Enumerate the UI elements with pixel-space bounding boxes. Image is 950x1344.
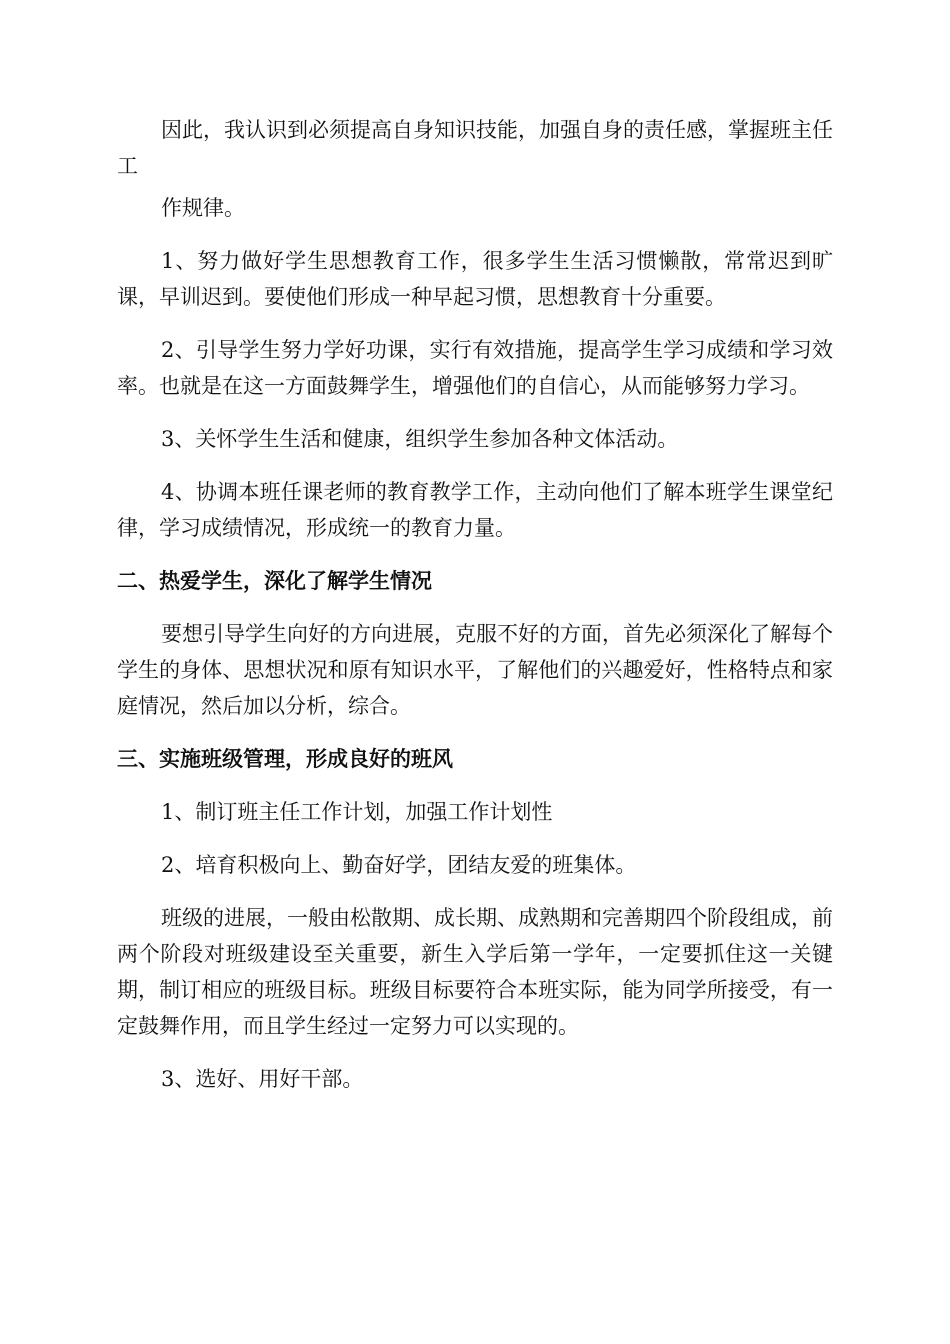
paragraph-intro: 因此，我认识到必须提高自身知识技能，加强自身的责任感，掌握班主任工 [117,118,833,178]
paragraph-section-3-body: 班级的进展，一般由松散期、成长期、成熟期和完善期四个阶段组成，前两个阶段对班级建设至关重要，新生入学后第一学年，一定要抓住这一关键期，制订相应的班级目标。班级目标要符合本班实际，能为同学所接受，有一定鼓舞作用，而且学生经过一定努力可以实现的。 [117,906,833,1038]
document-page [117,112,833,1114]
paragraph-intro-continued: 作规律。 [161,196,245,220]
paragraph-item-3: 3、关怀学生生活和健康，组织学生参加各种文体活动。 [161,427,679,451]
paragraph-item-4: 4、协调本班任课老师的教育教学工作，主动向他们了解本班学生课堂纪律，学习成绩情况，形成统一的教育力量。 [117,480,833,540]
section-heading-3: 三、实施班级管理，形成良好的班风 [117,746,453,771]
paragraph-section-3-item-2: 2、培育积极向上、勤奋好学，团结友爱的班集体。 [161,853,637,877]
paragraph-section-3-item-3: 3、选好、用好干部。 [161,1067,364,1091]
section-heading-2: 二、热爱学生，深化了解学生情况 [117,568,432,593]
paragraph-item-1: 1、努力做好学生思想教育工作，很多学生生活习惯懒散，常常迟到旷课，早训迟到。要使他们形成一种早起习惯，思想教育十分重要。 [117,249,833,309]
paragraph-item-2: 2、引导学生努力学好功课，实行有效措施，提高学生学习成绩和学习效率。也就是在这一方面鼓舞学生，增强他们的自信心，从而能够努力学习。 [117,338,833,398]
paragraph-section-3-item-1: 1、制订班主任工作计划，加强工作计划性 [161,800,553,824]
paragraph-section-2-body: 要想引导学生向好的方向进展，克服不好的方面，首先必须深化了解每个学生的身体、思想状况和原有知识水平，了解他们的兴趣爱好，性格特点和家庭情况，然后加以分析，综合。 [117,622,833,718]
